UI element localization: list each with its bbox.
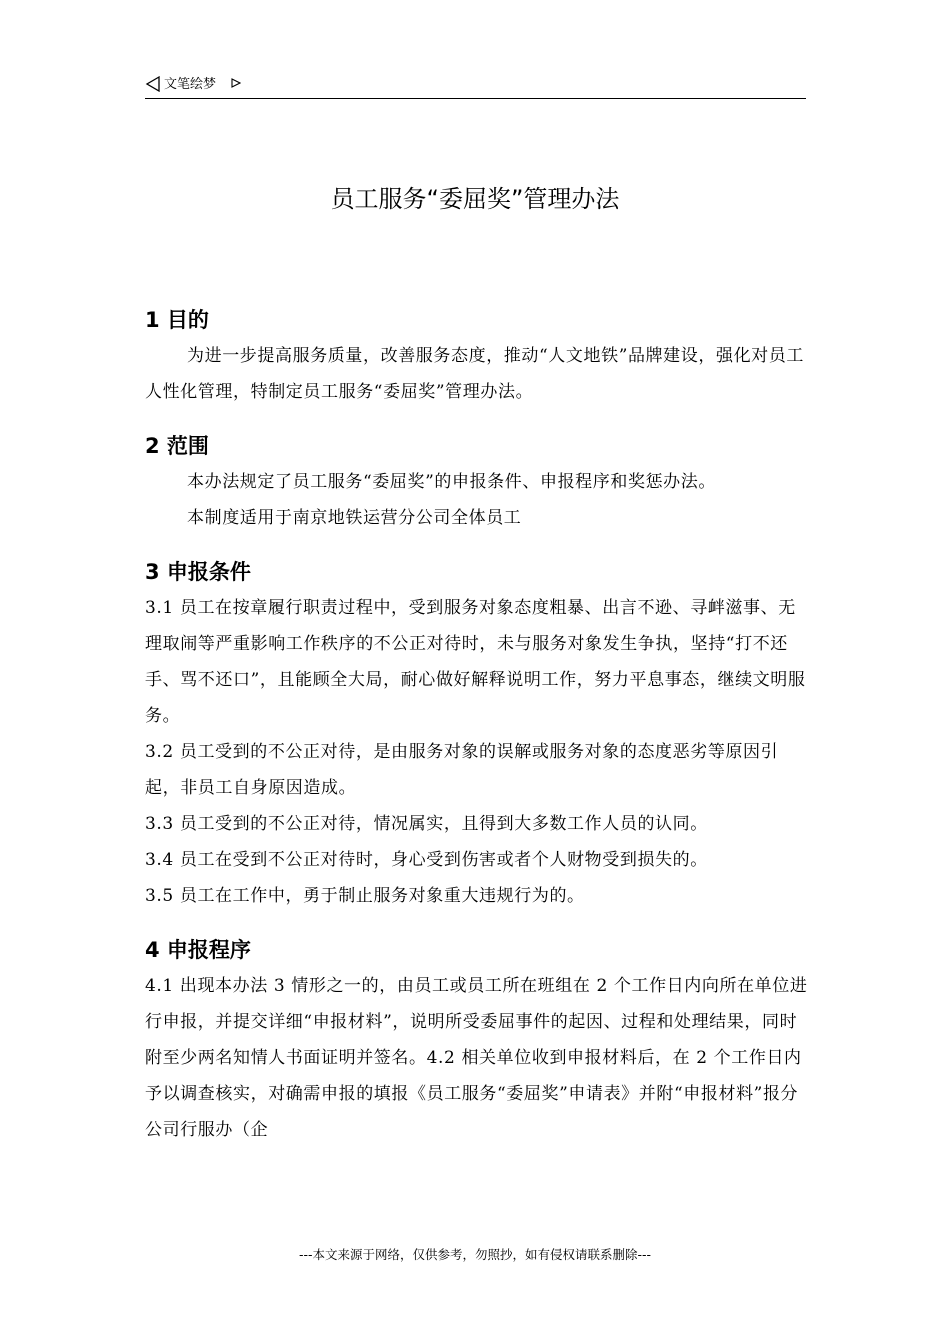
paragraph: 本办法规定了员工服务“委屈奖”的申报条件、申报程序和奖惩办法。: [187, 472, 716, 492]
section-heading: 1 目的: [145, 308, 209, 332]
document-title: 员工服务“委屈奖”管理办法: [330, 185, 620, 213]
page-header: [145, 74, 806, 99]
section-heading: 4 申报程序: [145, 938, 251, 962]
clause-3-4: 3.4 员工在受到不公正对待时，身心受到伤害或者个人财物受到损失的。: [145, 850, 708, 870]
section-scope: [145, 428, 810, 536]
paragraph: 本制度适用于南京地铁运营分公司全体员工: [187, 508, 522, 528]
section-heading: 3 申报条件: [145, 560, 251, 584]
clause-4-1: 4.1 出现本办法 3 情形之一的，由员工或员工所在班组在 2 个工作日内向所在单位进行申报，并提交详细“申报材料”，说明所受委屈事件的起因、过程和处理结果，同时附至少两名知情人书面证明并签名。4.2 相关单位收到申报材料后，在 2 个工作日内予以调查核实，对确需申报的填报《员工服务“委屈奖”申请表》并附“申报材料”报分公司行服办（企: [145, 976, 808, 1140]
section-purpose: [145, 302, 810, 410]
left-triangle-icon: [145, 76, 161, 92]
document-body: [145, 302, 810, 1148]
paragraph: 为进一步提高服务质量，改善服务态度，推动“人文地铁”品牌建设，强化对员工人性化管理，特制定员工服务“委屈奖”管理办法。: [145, 346, 804, 402]
right-triangle-icon: [231, 78, 241, 88]
page-footer-disclaimer: ---本文来源于网络，仅供参考，勿照抄，如有侵权请联系删除---: [298, 1247, 652, 1262]
section-conditions: [145, 554, 810, 914]
clause-3-1: 3.1 员工在按章履行职责过程中，受到服务对象态度粗暴、出言不逊、寻衅滋事、无理取闹等严重影响工作秩序的不公正对待时，未与服务对象发生争执，坚持“打不还手、骂不还口”，且能顾全大局，耐心做好解释说明工作，努力平息事态，继续文明服务。: [145, 598, 806, 726]
clause-3-2: 3.2 员工受到的不公正对待，是由服务对象的误解或服务对象的态度恶劣等原因引起，非员工自身原因造成。: [145, 742, 779, 798]
header-title: 文笔绘梦: [164, 77, 217, 92]
section-procedure: [145, 932, 810, 1148]
section-heading: 2 范围: [145, 434, 209, 458]
clause-3-3: 3.3 员工受到的不公正对待，情况属实，且得到大多数工作人员的认同。: [145, 814, 708, 834]
clause-3-5: 3.5 员工在工作中，勇于制止服务对象重大违规行为的。: [145, 886, 585, 906]
